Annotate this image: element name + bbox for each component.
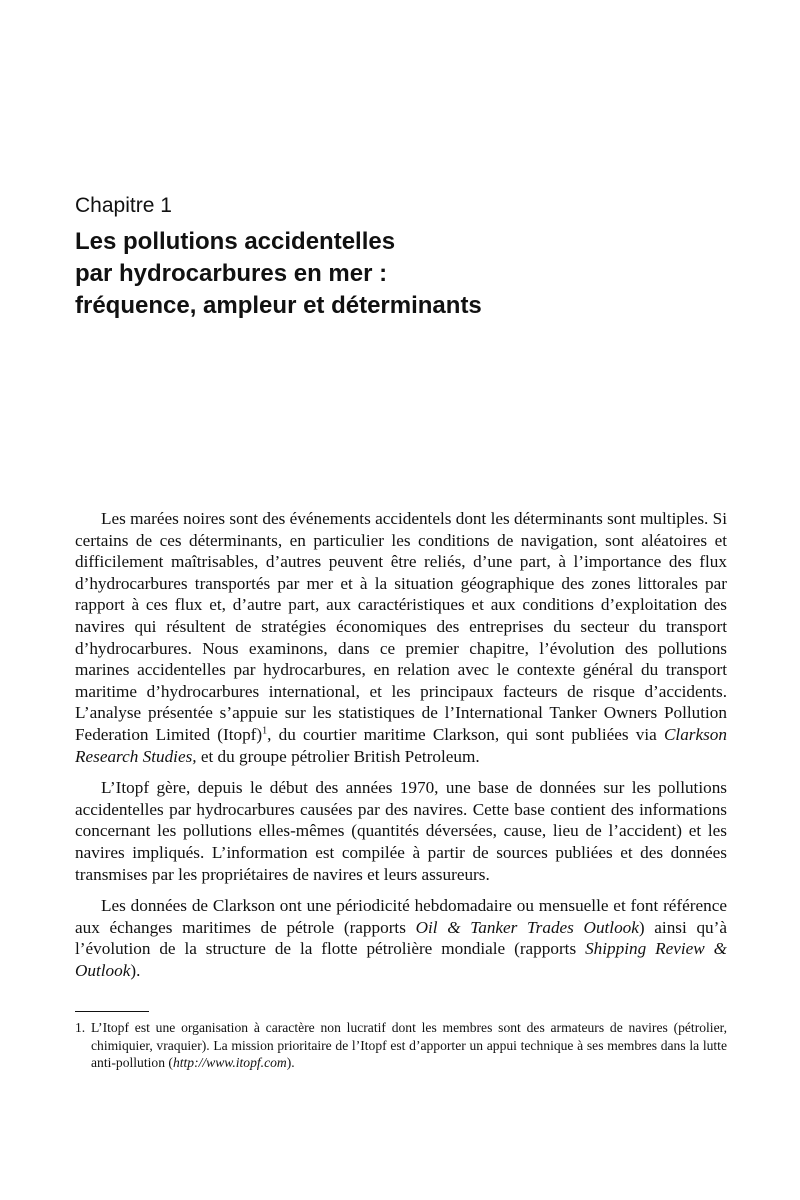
body-text <box>75 508 727 991</box>
chapter-title <box>75 226 635 322</box>
footnote-text <box>91 1019 727 1072</box>
paragraph-text: ) ainsi qu’à l’évolution de la structure de la flotte pétrolière mondiale (rapports <box>75 917 727 959</box>
paragraph-text: Les données de Clarkson ont une périodicité hebdomadaire ou mensuelle et font référence aux échanges maritimes de pétrole (rapports <box>75 896 727 937</box>
footnote-text-part: L’Itopf est une organisation à caractère non lucratif dont les membres sont des armateurs de navires (pétrolier, chimiquier, vraquier). La mission prioritaire de l’Itopf est d’apporter un appui technique à ses membres dans la lutte anti-pollution ( <box>91 1020 727 1070</box>
footnote-text-part: ). <box>286 1055 295 1070</box>
footnote-link[interactable]: http://www.itopf.com <box>172 1055 287 1070</box>
paragraph-1 <box>75 508 727 767</box>
paragraph-text: et du groupe pétrolier British Petroleum. <box>196 746 480 766</box>
publication-title: Oil & Tanker Trades Outlook <box>415 917 639 937</box>
publication-title: Shipping Review & Outlook <box>75 939 727 980</box>
paragraph-text: , du courtier maritime Clarkson, qui sont publiées via <box>267 724 664 744</box>
footnote-number: 1. <box>75 1020 86 1035</box>
footnote <box>75 1019 727 1072</box>
chapter-title-line: fréquence, ampleur et déterminants <box>75 292 482 319</box>
footnote-reference[interactable]: 1 <box>262 725 268 737</box>
paragraph-text: ). <box>130 960 141 980</box>
paragraph-3 <box>75 895 727 981</box>
publication-title: Clarkson Research Studies, <box>75 724 727 766</box>
chapter-title-line: Les pollutions accidentelles <box>75 228 396 255</box>
paragraph-text: Les marées noires sont des événements accidentels dont les déterminants sont multiples. Si certains de ces déterminants, en particulier les conditions de navigation, sont aléatoires et difficilement maîtrisables, d’autres peuvent être reliés, d’une part, à l’importance des flux d’hydrocarbures transportés par mer et à la situation géographique des zones littorales par rapport à ces flux et, d’autre part, aux caractéristiques et aux conditions d’exploitation des navires qui résultent de stratégies économiques des entreprises du secteur du transport d’hydrocarbures. Nous examinons, dans ce premier chapitre, l’évolution des pollutions marines accidentelles par hydrocarbures, en relation avec le contexte général du transport maritime d’hydrocarbures international, et les principaux facteurs de risque d’accidents. L’analyse présentée s’appuie sur les statistiques de l’International Tanker Owners Pollution Federation Limited (Itopf) <box>75 509 727 744</box>
chapter-title-line: par hydrocarbures en mer : <box>75 260 388 287</box>
footnote-divider <box>75 1011 149 1012</box>
paragraph-2: L’Itopf gère, depuis le début des années 1970, une base de données sur les pollutions accidentelles par hydrocarbures causées par des navires. Cette base contient des informations concernant les pollutions elles-mêmes (quantités déversées, cause, lieu de l’accident) et les navires impliqués. L’information est compilée à partir de sources publiées et des données transmises par les propriétaires de navires et leurs assureurs. <box>75 778 727 884</box>
chapter-label: Chapitre 1 <box>75 194 172 217</box>
